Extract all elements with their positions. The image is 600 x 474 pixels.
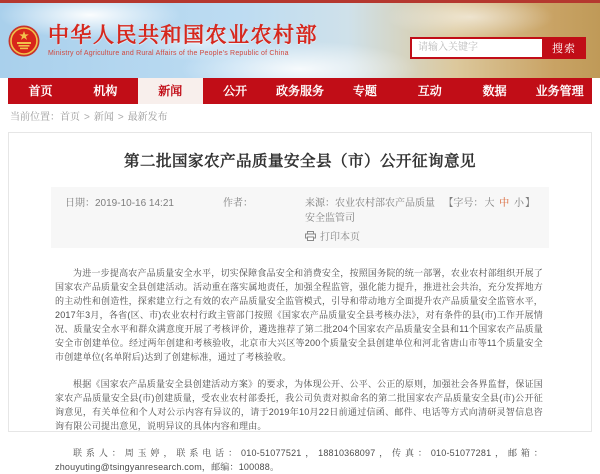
- breadcrumb-news[interactable]: 新闻: [93, 112, 114, 123]
- article-body: [55, 266, 543, 474]
- meta-date: [65, 194, 223, 209]
- meta-author: [223, 194, 305, 209]
- print-label: 打印本页: [320, 232, 360, 243]
- fontsize-control: [443, 194, 535, 209]
- ministry-subtitle-en: Ministry of Agriculture and Rural Affairs of the People's Republic of China: [48, 50, 289, 57]
- paragraph-3-contact: 联系人：周玉婷，联系电话：010-51077521，18810368097，传真：010-51077281，邮箱：zhouyuting@tsingyanresearch.com，邮编：100088。: [55, 448, 543, 472]
- search-button[interactable]: 搜索: [542, 37, 586, 59]
- search-bar: [410, 37, 586, 59]
- nav-item-home[interactable]: 首页: [28, 84, 53, 98]
- nav-item-orgs[interactable]: 机构: [93, 84, 118, 98]
- nav-item-services[interactable]: 政务服务: [276, 84, 325, 98]
- breadcrumb-separator: >: [117, 112, 124, 123]
- fontsize-small[interactable]: 小: [514, 198, 524, 209]
- meta-source: [305, 194, 443, 243]
- main-nav: [8, 78, 592, 104]
- date-value: 2019-10-16 14:21: [95, 198, 174, 209]
- brand-text: [48, 24, 318, 57]
- printer-icon: [305, 231, 316, 241]
- fontsize-suffix: 】: [525, 198, 535, 209]
- article-meta: [51, 187, 549, 248]
- ministry-title: 中华人民共和国农业农村部: [48, 24, 318, 47]
- fontsize-prefix: 【字号：: [443, 198, 484, 209]
- nav-item-interact[interactable]: 互动: [417, 84, 442, 98]
- nav-item-open[interactable]: 公开: [223, 84, 248, 98]
- print-button[interactable]: [305, 228, 443, 243]
- source-value: 农业农村部农产品质量安全监管司: [305, 198, 435, 224]
- brand: [8, 24, 318, 57]
- article-container: [8, 132, 592, 472]
- author-label: 作者：: [223, 198, 253, 209]
- breadcrumb: [0, 104, 600, 132]
- source-label: 来源：: [305, 198, 335, 209]
- search-input[interactable]: [410, 37, 542, 59]
- breadcrumb-current: 最新发布: [127, 112, 168, 123]
- nav-item-business[interactable]: 业务管理: [535, 84, 584, 98]
- breadcrumb-home[interactable]: 首页: [60, 112, 80, 123]
- breadcrumb-label: 当前位置：: [10, 112, 60, 123]
- source-line: [305, 194, 443, 224]
- paragraph-1: 为进一步提高农产品质量安全水平，切实保障食品安全和消费安全，按照国务院的统一部署，农业农村部组织开展了国家农产品质量安全县创建活动。活动重在落实属地责任，加强全程监管，强化能力提升，推进社会共治，充分发挥地方的主动性和创造性，探索建立行之有效的农产品质量安全监管模式，引导和带动地方全面提升农产品质量安全监管水平，2017年3月，各省(区、市)农业农村行政主管部门按照《国家农产品质量安全县考核办法》，对有条件的县(市)工作开展情况、质量安全水平和群众满意度开展了考核评价，遴选推荐了第二批204个国家农产品质量安全县和11个国家农产品质量安全市创建单位。经过两年创建和考核验收，北京市大兴区等200个质量安全县创建单位和河北省唐山市等11个质量安全市创建单位(名单附后)达到了创建标准，通过了考核验收。: [55, 268, 543, 362]
- breadcrumb-separator: >: [84, 112, 90, 123]
- nav-item-data[interactable]: 数据: [482, 84, 507, 98]
- fontsize-large[interactable]: 大: [484, 198, 495, 209]
- article-title: 第二批国家农产品质量安全县（市）公开征询意见: [123, 153, 476, 170]
- fontsize-medium[interactable]: 中: [499, 198, 510, 209]
- date-label: 日期：: [65, 198, 95, 209]
- nav-item-topics[interactable]: 专题: [352, 84, 377, 98]
- paragraph-2: 根据《国家农产品质量安全县创建活动方案》的要求，为体现公开、公平、公正的原则，加强社会各界监督，保证国家农产品质量安全县(市)创建质量，受农业农村部委托，我公司负责对拟命名的第二批国家农产品质量安全县(市)公开征询意见，有关单位和个人对公示内容有异议的，请于2019年10月22日前通过信函、邮件、电话等方式向清研灵智信息咨询有限公司提出意见，说明异议的具体内容和理由。: [55, 379, 543, 431]
- site-header: [0, 3, 600, 78]
- nav-item-news[interactable]: 新闻: [138, 78, 203, 104]
- national-emblem-icon: [8, 25, 40, 57]
